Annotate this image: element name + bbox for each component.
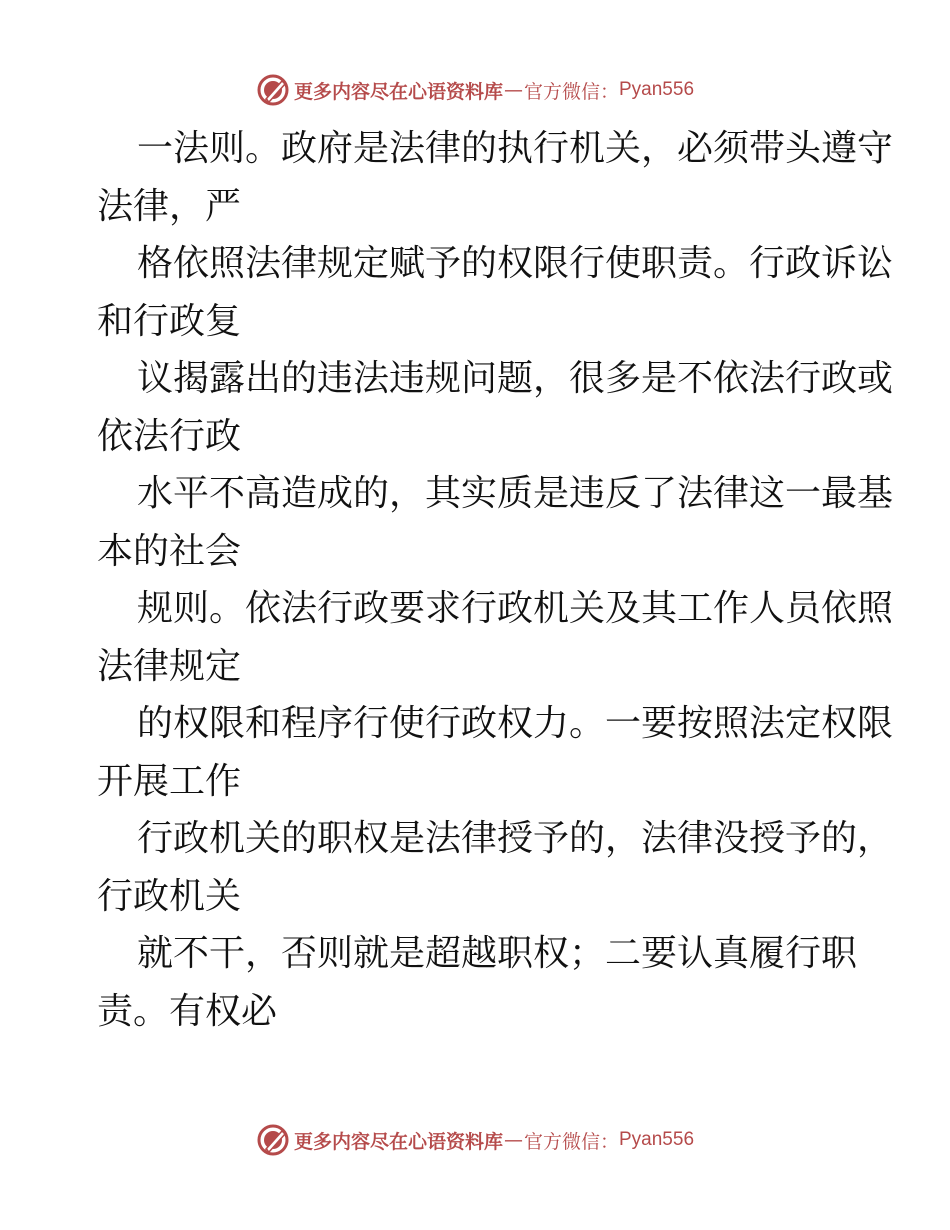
text-line: 格依照法律规定赋予的权限行使职责。行政诉讼	[137, 243, 894, 284]
text-line: 依法行政	[97, 415, 242, 457]
separator-dash: —	[503, 79, 523, 101]
footer-watermark	[0, 1120, 950, 1160]
text-line: 一法则。政府是法律的执行机关，必须带头遵守	[137, 128, 894, 169]
wechat-label: 官方微信：	[523, 80, 619, 103]
document-body	[97, 120, 894, 1040]
separator-dash: —	[503, 1129, 523, 1151]
wechat-id: Pyan556	[619, 79, 695, 100]
text-line: 规则。依法行政要求行政机关及其工作人员依照	[137, 588, 894, 629]
text-line: 本的社会	[97, 530, 242, 572]
library-text: 更多内容尽在心语资料库	[293, 1130, 503, 1153]
red-pen-logo-icon	[256, 73, 290, 107]
text-line: 议揭露出的违法违规问题，很多是不依法行政或	[137, 358, 894, 399]
library-text: 更多内容尽在心语资料库	[293, 80, 503, 103]
red-pen-logo-icon	[256, 1123, 290, 1157]
text-line: 责。有权必	[97, 990, 278, 1032]
wechat-id: Pyan556	[619, 1129, 695, 1150]
wechat-label: 官方微信：	[523, 1130, 619, 1153]
text-line: 开展工作	[97, 760, 242, 802]
text-line: 就不干，否则就是超越职权；二要认真履行职	[137, 933, 858, 974]
text-line: 的权限和程序行使行政权力。一要按照法定权限	[137, 703, 894, 744]
text-line: 行政机关	[97, 875, 242, 917]
text-line: 法律规定	[97, 645, 242, 687]
text-line: 法律，严	[97, 185, 242, 227]
text-line: 水平不高造成的，其实质是违反了法律这一最基	[137, 473, 894, 514]
header-watermark	[0, 70, 950, 110]
text-line: 行政机关的职权是法律授予的，法律没授予的，	[137, 818, 894, 859]
text-line: 和行政复	[97, 300, 242, 342]
